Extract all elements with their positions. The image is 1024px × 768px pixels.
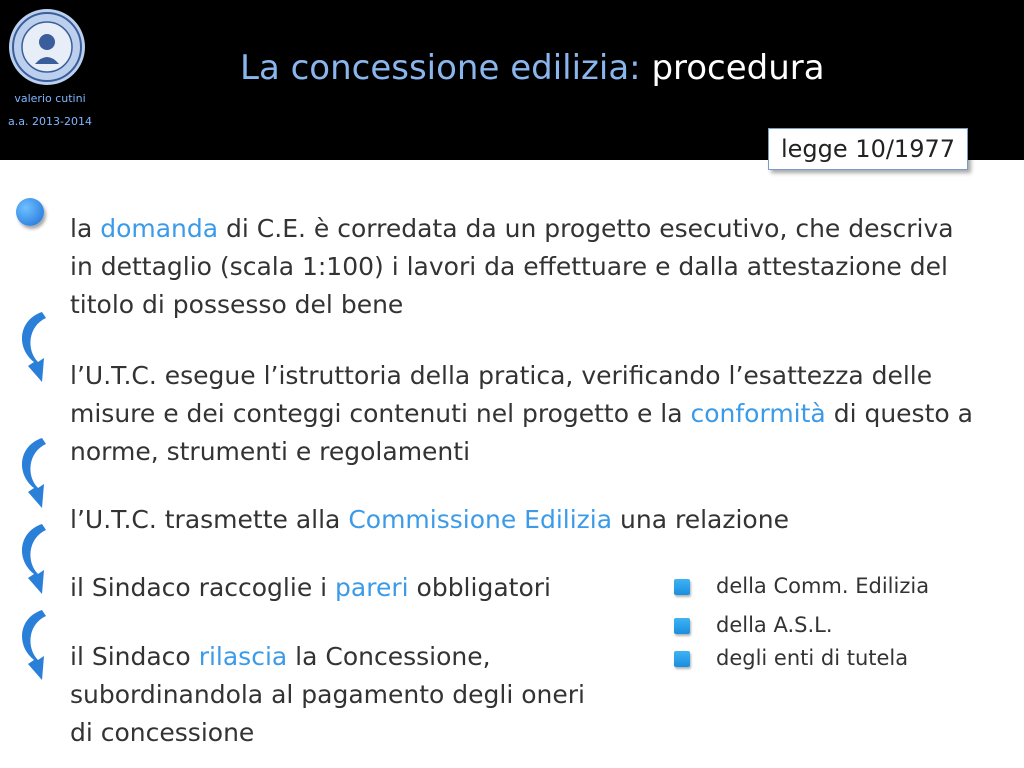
square-bullet-icon (674, 579, 690, 595)
step-text-post: una relazione (612, 505, 789, 534)
start-dot-icon (16, 198, 44, 226)
step-text-pre: l’U.T.C. esegue l’istruttoria della pratica, verificando l’esattezza delle misure e dei conteggi contenuti nel progetto e la (70, 361, 933, 428)
university-seal-icon (8, 8, 86, 86)
pareri-source-item (676, 646, 908, 670)
step-text-post: la Concessione, subordinandola al pagamento degli oneri di concessione (70, 642, 585, 747)
author-name: valerio cutini (14, 92, 86, 105)
pareri-source-item (676, 574, 929, 598)
step-keyword: domanda (100, 214, 219, 243)
step-keyword: conformità (690, 399, 826, 428)
law-reference-box: legge 10/1977 (768, 128, 968, 170)
step-1-text (70, 210, 970, 324)
curved-down-arrow-icon (12, 308, 48, 388)
step-keyword: pareri (335, 573, 409, 602)
title-part-2: procedura (651, 48, 825, 88)
step-text-pre: l’U.T.C. trasmette alla (70, 505, 349, 534)
slide-title (240, 48, 825, 88)
step-text-post: di C.E. è corredata da un progetto esecutivo, che descriva in dettaglio (scala 1:100) i lavori da effettuare e dalla attestazione del titolo di possesso del bene (70, 214, 954, 319)
step-keyword: Commissione Edilizia (348, 505, 613, 534)
step-text-post: di questo a norme, strumenti e regolamenti (70, 399, 973, 466)
step-2-text (70, 357, 1010, 471)
square-bullet-icon (674, 651, 690, 667)
step-5-text (70, 638, 590, 752)
curved-down-arrow-icon (12, 606, 48, 686)
pareri-source-label: della A.S.L. (716, 613, 833, 637)
curved-down-arrow-icon (12, 434, 48, 514)
step-text-pre: la (70, 214, 101, 243)
square-bullet-icon (674, 618, 690, 634)
step-3-text (70, 501, 970, 539)
curved-down-arrow-icon (12, 520, 48, 600)
step-4-text (70, 569, 650, 607)
pareri-source-item (676, 613, 833, 637)
pareri-source-label: degli enti di tutela (716, 646, 909, 670)
academic-year: a.a. 2013-2014 (8, 115, 92, 128)
pareri-source-label: della Comm. Edilizia (716, 574, 930, 598)
step-text-pre: il Sindaco (70, 642, 199, 671)
title-part-1: La concessione edilizia: (240, 48, 641, 88)
step-text-pre: il Sindaco raccoglie i (70, 573, 336, 602)
step-keyword: rilascia (198, 642, 288, 671)
step-text-post: obbligatori (408, 573, 551, 602)
